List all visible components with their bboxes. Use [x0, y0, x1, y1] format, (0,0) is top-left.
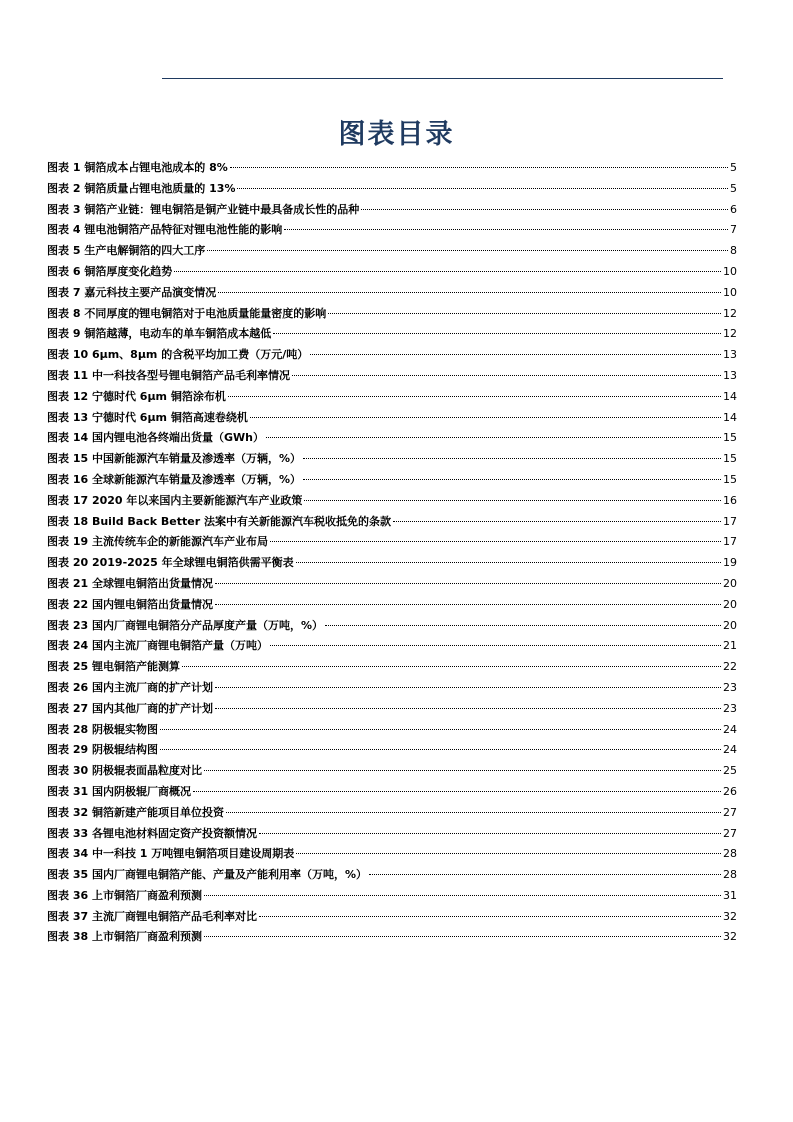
toc-entry[interactable]: [47, 200, 737, 221]
toc-entry[interactable]: [47, 449, 737, 470]
toc-entry-title: 图表 37 主流厂商锂电铜箔产品毛利率对比: [47, 909, 257, 923]
toc-entry[interactable]: [47, 262, 737, 283]
toc-entry-page-number: 32: [723, 909, 737, 923]
dot-leader: [204, 770, 721, 771]
toc-entry[interactable]: [47, 678, 737, 699]
toc-entry-page-number: 14: [723, 410, 737, 424]
dot-leader: [303, 458, 721, 459]
dot-leader: [215, 687, 721, 688]
toc-entry-page-number: 14: [723, 389, 737, 403]
toc-entry-page-number: 27: [723, 826, 737, 840]
toc-entry-page-number: 32: [723, 930, 737, 944]
toc-entry-title: 图表 26 国内主流厂商的扩产计划: [47, 680, 213, 694]
toc-entry-page-number: 26: [723, 784, 737, 798]
dot-leader: [270, 645, 721, 646]
toc-entry-title: 图表 27 国内其他厂商的扩产计划: [47, 701, 213, 715]
dot-leader: [304, 500, 721, 501]
toc-entry-title: 图表 18 Build Back Better 法案中有关新能源汽车税收抵免的条款: [47, 514, 391, 528]
toc-entry-page-number: 28: [723, 868, 737, 882]
toc-entry-page-number: 5: [730, 181, 737, 195]
dot-leader: [273, 333, 721, 334]
dot-leader: [266, 437, 721, 438]
toc-entry-page-number: 10: [723, 264, 737, 278]
toc-entry-title: 图表 34 中一科技 1 万吨锂电铜箔项目建设周期表: [47, 847, 295, 861]
toc-entry[interactable]: [47, 740, 737, 761]
toc-entry-page-number: 25: [723, 764, 737, 778]
toc-entry-page-number: 19: [723, 556, 737, 570]
toc-entry-page-number: 21: [723, 639, 737, 653]
toc-entry[interactable]: [47, 616, 737, 637]
toc-entry-page-number: 24: [723, 722, 737, 736]
toc-entry[interactable]: [47, 865, 737, 886]
toc-entry-title: 图表 33 各锂电池材料固定资产投资额情况: [47, 826, 257, 840]
dot-leader: [174, 271, 721, 272]
dot-leader: [218, 292, 721, 293]
toc-entry-page-number: 15: [723, 452, 737, 466]
toc-entry-title: 图表 2 铜箔质量占锂电池质量的 13%: [47, 181, 236, 195]
toc-entry[interactable]: [47, 803, 737, 824]
toc-entry-title: 图表 6 铜箔厚度变化趋势: [47, 264, 173, 278]
dot-leader: [215, 604, 721, 605]
toc-entry-title: 图表 1 铜箔成本占锂电池成本的 8%: [47, 161, 228, 174]
toc-entry-page-number: 13: [723, 368, 737, 382]
dot-leader: [325, 625, 721, 626]
toc-entry-title: 图表 23 国内厂商锂电铜箔分产品厚度产量（万吨，%）: [47, 618, 323, 632]
toc-entry[interactable]: [47, 470, 737, 491]
dot-leader: [284, 229, 728, 230]
toc-entry-title: 图表 24 国内主流厂商锂电铜箔产量（万吨）: [47, 639, 268, 653]
toc-entry[interactable]: [47, 761, 737, 782]
dot-leader: [230, 167, 728, 168]
toc-entry-title: 图表 11 中一科技各型号锂电铜箔产品毛利率情况: [47, 368, 290, 382]
table-of-figures: [47, 158, 737, 948]
toc-entry[interactable]: [47, 720, 737, 741]
toc-entry-page-number: 6: [730, 202, 737, 216]
toc-entry-title: 图表 35 国内厂商锂电铜箔产能、产量及产能利用率（万吨，%）: [47, 868, 367, 882]
toc-entry-title: 图表 9 铜箔越薄，电动车的单车铜箔成本越低: [47, 327, 272, 341]
toc-entry[interactable]: [47, 512, 737, 533]
toc-entry[interactable]: [47, 844, 737, 865]
toc-entry[interactable]: [47, 345, 737, 366]
toc-entry-title: 图表 17 2020 年以来国内主要新能源汽车产业政策: [47, 493, 303, 507]
dot-leader: [215, 583, 721, 584]
toc-entry-page-number: 20: [723, 597, 737, 611]
toc-entry-page-number: 7: [730, 223, 737, 237]
page-title: 图表目录: [338, 119, 455, 151]
dot-leader: [204, 895, 721, 896]
dot-leader: [259, 916, 721, 917]
toc-entry-page-number: 22: [723, 660, 737, 674]
toc-entry-title: 图表 20 2019-2025 年全球锂电铜箔供需平衡表: [47, 556, 294, 570]
toc-entry[interactable]: [47, 408, 737, 429]
dot-leader: [228, 396, 721, 397]
toc-entry-page-number: 31: [723, 888, 737, 902]
toc-entry-page-number: 13: [723, 348, 737, 362]
toc-entry-page-number: 12: [723, 306, 737, 320]
toc-entry-title: 图表 13 宁德时代 6μm 铜箔高速卷绕机: [47, 410, 248, 424]
toc-entry-page-number: 5: [730, 161, 737, 174]
header-rule: [162, 78, 723, 79]
dot-leader: [204, 936, 721, 937]
toc-entry-title: 图表 38 上市铜箔厂商盈利预测: [47, 930, 202, 944]
dot-leader: [160, 749, 721, 750]
dot-leader: [207, 250, 728, 251]
toc-entry-page-number: 15: [723, 431, 737, 445]
toc-entry-page-number: 17: [723, 514, 737, 528]
toc-entry-title: 图表 32 铜箔新建产能项目单位投资: [47, 805, 224, 819]
toc-entry[interactable]: [47, 220, 737, 241]
toc-entry-page-number: 10: [723, 285, 737, 299]
dot-leader: [310, 354, 721, 355]
toc-entry-page-number: 16: [723, 493, 737, 507]
toc-entry-title: 图表 25 锂电铜箔产能测算: [47, 660, 180, 674]
dot-leader: [303, 479, 721, 480]
toc-entry-title: 图表 5 生产电解铜箔的四大工序: [47, 244, 206, 258]
dot-leader: [226, 812, 721, 813]
toc-entry-title: 图表 8 不同厚度的锂电铜箔对于电池质量能量密度的影响: [47, 306, 327, 320]
toc-entry[interactable]: [47, 636, 737, 657]
dot-leader: [270, 541, 721, 542]
toc-entry-page-number: 24: [723, 743, 737, 757]
toc-entry[interactable]: [47, 158, 737, 179]
toc-entry-title: 图表 15 中国新能源汽车销量及渗透率（万辆，%）: [47, 452, 301, 466]
dot-leader: [193, 791, 721, 792]
toc-entry-title: 图表 16 全球新能源汽车销量及渗透率（万辆，%）: [47, 472, 301, 486]
toc-entry[interactable]: [47, 532, 737, 553]
toc-entry[interactable]: [47, 241, 737, 262]
dot-leader: [393, 521, 721, 522]
toc-entry-page-number: 23: [723, 701, 737, 715]
toc-entry-page-number: 8: [730, 244, 737, 258]
toc-entry-page-number: 17: [723, 535, 737, 549]
dot-leader: [160, 729, 721, 730]
toc-entry-title: 图表 28 阴极辊实物图: [47, 722, 158, 736]
toc-entry[interactable]: [47, 699, 737, 720]
dot-leader: [292, 375, 721, 376]
dot-leader: [369, 874, 721, 875]
toc-entry[interactable]: [47, 782, 737, 803]
toc-entry[interactable]: [47, 574, 737, 595]
toc-entry-title: 图表 7 嘉元科技主要产品演变情况: [47, 285, 217, 299]
toc-entry-title: 图表 30 阴极辊表面晶粒度对比: [47, 764, 202, 778]
toc-entry-title: 图表 29 阴极辊结构图: [47, 743, 158, 757]
toc-entry-title: 图表 31 国内阴极辊厂商概况: [47, 784, 191, 798]
toc-entry[interactable]: [47, 304, 737, 325]
dot-leader: [296, 853, 721, 854]
toc-entry[interactable]: [47, 824, 737, 845]
dot-leader: [250, 417, 721, 418]
toc-entry-title: 图表 36 上市铜箔厂商盈利预测: [47, 888, 202, 902]
toc-entry-title: 图表 4 锂电池铜箔产品特征对锂电池性能的影响: [47, 223, 283, 237]
toc-entry-page-number: 28: [723, 847, 737, 861]
toc-entry-page-number: 20: [723, 618, 737, 632]
dot-leader: [215, 708, 721, 709]
toc-entry-page-number: 23: [723, 680, 737, 694]
dot-leader: [361, 209, 728, 210]
toc-entry-title: 图表 10 6μm、8μm 的含税平均加工费（万元/吨）: [47, 348, 309, 362]
toc-entry[interactable]: [47, 387, 737, 408]
toc-entry-page-number: 15: [723, 472, 737, 486]
toc-entry[interactable]: [47, 491, 737, 512]
toc-entry-title: 图表 12 宁德时代 6μm 铜箔涂布机: [47, 389, 226, 403]
dot-leader: [237, 188, 728, 189]
dot-leader: [182, 666, 721, 667]
toc-entry[interactable]: [47, 283, 737, 304]
toc-entry-title: 图表 22 国内锂电铜箔出货量情况: [47, 597, 213, 611]
dot-leader: [296, 562, 721, 563]
toc-entry-title: 图表 19 主流传统车企的新能源汽车产业布局: [47, 535, 268, 549]
toc-entry[interactable]: [47, 595, 737, 616]
toc-entry[interactable]: [47, 553, 737, 574]
toc-entry-page-number: 20: [723, 576, 737, 590]
dot-leader: [328, 313, 721, 314]
toc-entry[interactable]: [47, 657, 737, 678]
toc-entry[interactable]: [47, 927, 737, 948]
toc-entry[interactable]: [47, 324, 737, 345]
toc-entry-page-number: 12: [723, 327, 737, 341]
toc-entry[interactable]: [47, 886, 737, 907]
toc-entry[interactable]: [47, 428, 737, 449]
toc-entry-title: 图表 14 国内锂电池各终端出货量（GWh）: [47, 431, 264, 445]
toc-entry-title: 图表 3 铜箔产业链：锂电铜箔是铜产业链中最具备成长性的品种: [47, 202, 360, 216]
toc-entry[interactable]: [47, 179, 737, 200]
toc-entry-title: 图表 21 全球锂电铜箔出货量情况: [47, 576, 213, 590]
toc-entry[interactable]: [47, 366, 737, 387]
dot-leader: [259, 833, 721, 834]
toc-entry-page-number: 27: [723, 805, 737, 819]
toc-entry[interactable]: [47, 907, 737, 928]
